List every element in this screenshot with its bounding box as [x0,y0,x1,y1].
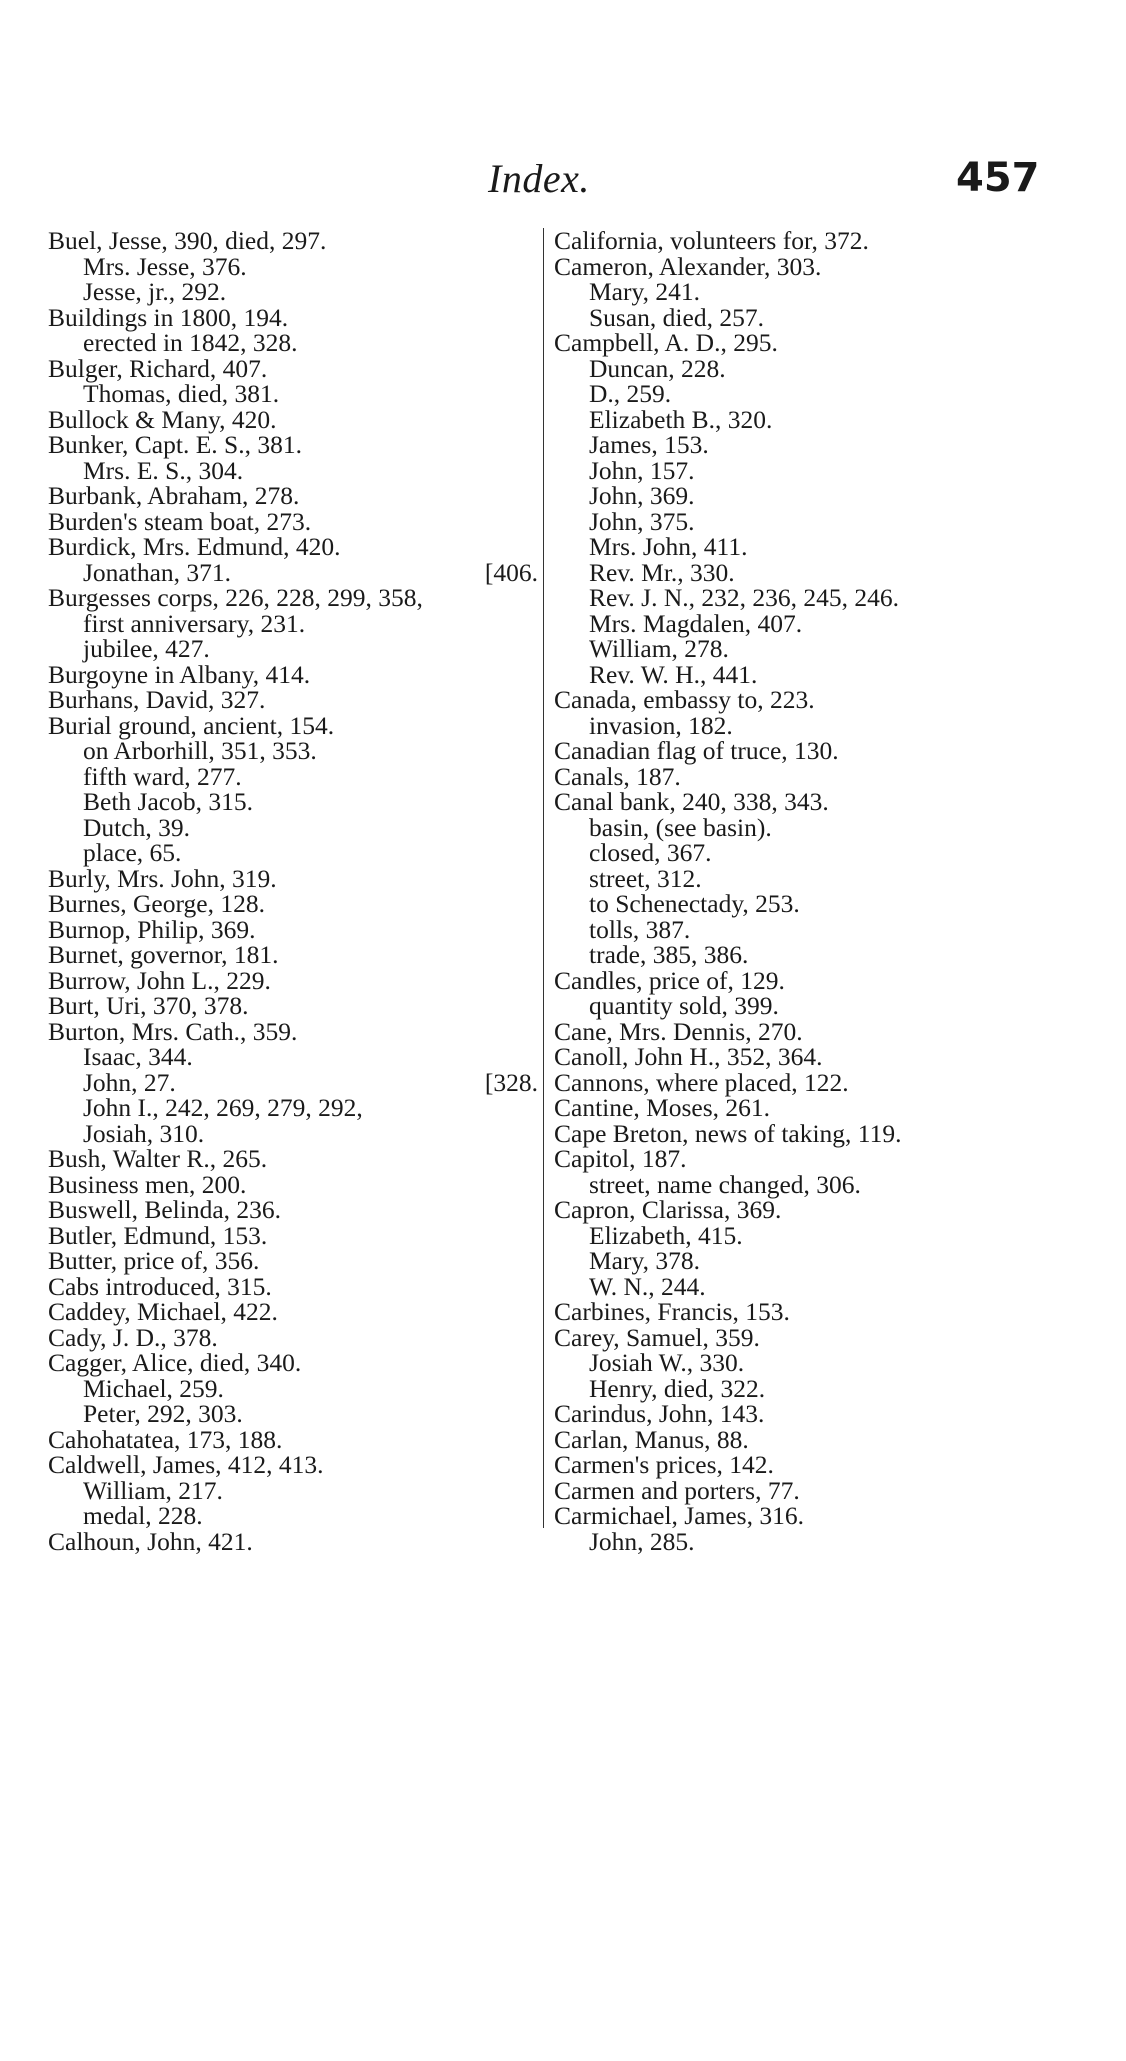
index-entry [554,738,1084,764]
index-entry-text: Burton, Mrs. Cath., 359. [48,1016,298,1046]
index-entry-text: Mrs. Magdalen, 407. [589,608,803,638]
index-entry-text: John, 27. [83,1067,176,1097]
index-entry-text: Burhans, David, 327. [48,685,266,714]
index-entry-text: John, 285. [589,1526,695,1556]
index-entry [48,455,538,485]
index-entry-text: Josiah, 310. [83,1118,205,1148]
index-entry [554,228,1084,254]
index-entry-text: Rev. Mr., 330. [589,557,735,587]
index-entry-text: closed, 367. [589,838,712,867]
index-entry [554,1373,1084,1403]
index-entry [48,965,538,995]
index-entry-text: William, 278. [589,634,729,663]
index-entry-text: Rev. W. H., 441. [589,659,758,689]
index-entry [48,1169,538,1199]
index-entry-text: street, 312. [589,863,702,893]
index-entry [554,483,1084,509]
index-entry-text: Cape Breton, news of taking, 119. [554,1118,902,1148]
index-entry-text: Carey, Samuel, 359. [554,1322,760,1352]
index-entry-text: Cane, Mrs. Dennis, 270. [554,1016,803,1046]
index-entry [48,1452,538,1478]
index-entry-text: Cannons, where placed, 122. [554,1067,849,1097]
index-entry [48,608,538,638]
index-entry [554,330,1084,356]
index-entry [554,789,1084,815]
index-entry [48,381,538,407]
index-entry [48,1197,538,1223]
index-entry [554,891,1084,917]
index-entry [48,302,538,332]
index-entry-text: Buel, Jesse, 390, died, 297. [48,226,327,255]
index-entry [554,608,1084,638]
index-entry-text: Burgoyne in Albany, 414. [48,659,311,689]
index-entry [48,353,538,383]
index-entry-text: Jesse, jr., 292. [83,277,227,306]
index-entry-text: Mary, 378. [589,1246,700,1275]
index-entry [48,1350,538,1376]
index-entry-text: Burnes, George, 128. [48,889,265,918]
index-entry [554,1016,1084,1046]
index-entry-text: John, 369. [589,481,695,510]
index-entry-text: Bulger, Richard, 407. [48,353,268,383]
index-entry-text: Bush, Walter R., 265. [48,1144,268,1173]
index-entry-text: Jonathan, 371. [83,557,232,587]
index-entry [554,812,1084,842]
index-entry-text: D., 259. [589,379,672,408]
index-entry [48,1220,538,1250]
index-entry-text: Cady, J. D., 378. [48,1322,218,1352]
index-entry [48,812,538,842]
index-entry [554,353,1084,383]
index-entry-text: Caddey, Michael, 422. [48,1297,278,1326]
index-entry [554,1350,1084,1376]
index-entry-text: Carbines, Francis, 153. [554,1297,790,1326]
index-entry [554,863,1084,893]
index-entry [48,863,538,893]
index-entry-text: Capron, Clarissa, 369. [554,1195,782,1224]
index-entry [48,279,538,305]
index-entry-text: Cahohatatea, 173, 188. [48,1424,283,1454]
index-entry [554,993,1084,1019]
index-entry-text: Cabs introduced, 315. [48,1271,272,1301]
index-entry [48,483,538,509]
index-entry [48,1248,538,1274]
index-entry-text: Burial ground, ancient, 154. [48,710,335,740]
index-entry [48,534,538,560]
index-entry-text: trade, 385, 386. [589,940,749,969]
index-entry [48,1424,538,1454]
index-entry [48,330,538,356]
index-entry [554,251,1084,281]
index-entry-text: to Schenectady, 253. [589,889,800,918]
index-entry [554,1044,1084,1070]
index-entry [554,942,1084,968]
index-entry [48,1373,538,1403]
index-entry [48,659,538,689]
index-entry-text: Mrs. John, 411. [589,532,748,561]
index-entry [554,1095,1084,1121]
index-entry [554,1067,1084,1097]
index-entry [554,585,1084,611]
index-entry [554,687,1084,713]
index-entry [554,1424,1084,1454]
index-entry [554,534,1084,560]
index-entry-text: invasion, 182. [589,710,733,740]
index-entry [554,506,1084,536]
index-entry [554,455,1084,485]
index-entry [554,279,1084,305]
index-entry-text: Duncan, 228. [589,353,726,383]
index-entry [48,228,538,254]
index-entry [554,636,1084,662]
index-entry-text: Burgesses corps, 226, 228, 299, 358, [48,583,423,612]
index-entry-text: Michael, 259. [83,1373,224,1403]
index-entry-text: Burbank, Abraham, 278. [48,481,300,510]
index-entry-text: Business men, 200. [48,1169,247,1199]
index-entry [554,381,1084,407]
index-entry-text: Campbell, A. D., 295. [554,328,778,357]
index-entry [554,432,1084,458]
index-entry-text: Canals, 187. [554,761,681,791]
index-entry-text: Cagger, Alice, died, 340. [48,1348,302,1377]
index-entry [48,506,538,536]
index-entry-text: Carindus, John, 143. [554,1399,765,1428]
index-entry-text: tolls, 387. [589,914,691,944]
index-entry [48,789,538,815]
index-entry-text: California, volunteers for, 372. [554,226,869,255]
index-entry-text: first anniversary, 231. [83,608,306,638]
index-entry [48,1299,538,1325]
index-entry [554,1452,1084,1478]
index-entry-text: Rev. J. N., 232, 236, 245, 246. [589,583,900,612]
index-entry-text: Henry, died, 322. [589,1373,766,1403]
index-entry-text: John, 157. [589,455,695,485]
index-entry [48,891,538,917]
index-entry [554,1503,1084,1529]
index-entry-text: fifth ward, 277. [83,761,242,791]
index-entry [554,302,1084,332]
index-entry-text: William, 217. [83,1475,223,1505]
index-entry [48,636,538,662]
index-entry-text: Burt, Uri, 370, 378. [48,991,249,1020]
index-entry [554,710,1084,740]
index-entry-text: Burnop, Philip, 369. [48,914,256,944]
index-entry-text: Cameron, Alexander, 303. [554,251,822,281]
index-entry [48,432,538,458]
page-title: Index. [488,156,590,201]
index-entry-text: Burdick, Mrs. Edmund, 420. [48,532,341,561]
index-entry-text: Candles, price of, 129. [554,965,785,995]
index-entry [554,965,1084,995]
index-entry-text: Cantine, Moses, 261. [554,1093,771,1122]
index-entry-text: Canadian flag of truce, 130. [554,736,839,765]
index-entry-text: Carmichael, James, 316. [554,1501,804,1530]
index-entry-text: John, 375. [589,506,695,536]
index-entry-text: Dutch, 39. [83,812,190,842]
index-entry-text: Burrow, John L., 229. [48,965,271,995]
index-entry [554,840,1084,866]
index-entry [48,761,538,791]
index-entry-text: Burden's steam boat, 273. [48,506,312,536]
index-entry [48,840,538,866]
index-entry [48,942,538,968]
index-entry [48,1146,538,1172]
index-entry-text: Capitol, 187. [554,1144,687,1173]
index-entry [48,585,538,611]
index-entry [48,914,538,944]
index-entry-text: Isaac, 344. [83,1042,193,1071]
index-entry-text: Mrs. Jesse, 376. [83,251,247,281]
index-entry-text: street, name changed, 306. [589,1169,861,1199]
index-entry [554,557,1084,587]
index-entry [554,914,1084,944]
index-entry-text: Bullock & Many, 420. [48,404,277,434]
index-entry-text: medal, 228. [83,1501,203,1530]
index-entry [48,251,538,281]
index-entry-text: Calhoun, John, 421. [48,1526,253,1556]
index-entry-text: Buswell, Belinda, 236. [48,1195,282,1224]
index-entry-text: Bunker, Capt. E. S., 381. [48,430,302,459]
index-entry-text: Carmen's prices, 142. [554,1450,774,1479]
index-entry [48,1526,538,1556]
index-entry [48,1118,538,1148]
index-entry [48,687,538,713]
index-entry [554,1169,1084,1199]
index-entry-text: erected in 1842, 328. [83,328,298,357]
index-entry-text: W. N., 244. [589,1271,706,1301]
index-entry [48,738,538,764]
index-entry [554,1475,1084,1505]
index-entry-text: James, 153. [589,430,709,459]
index-entry [554,1220,1084,1250]
index-entry [554,1299,1084,1325]
index-entry [48,1067,538,1097]
page-number: 457 [956,155,1040,201]
index-entry [48,710,538,740]
index-entry [48,1503,538,1529]
index-entry-text: Caldwell, James, 412, 413. [48,1450,324,1479]
index-entry [48,1475,538,1505]
index-entry [48,404,538,434]
index-entry-text: basin, (see basin). [589,812,772,842]
index-entry [554,404,1084,434]
index-entry-text: Canada, embassy to, 223. [554,685,815,714]
index-entry-text: Thomas, died, 381. [83,379,280,408]
index-entry-text: Buildings in 1800, 194. [48,302,289,332]
index-entry-text: Carmen and porters, 77. [554,1475,800,1505]
index-entry [554,761,1084,791]
index-entry [554,1118,1084,1148]
index-entry-text: quantity sold, 399. [589,991,779,1020]
index-entry [48,993,538,1019]
page-header [0,155,1126,215]
index-entry-text: Mary, 241. [589,277,700,306]
index-entry [554,1146,1084,1172]
index-entry [554,1401,1084,1427]
index-entry [48,1401,538,1427]
index-entry-text: John I., 242, 269, 279, 292, [83,1093,363,1122]
index-entry [554,1271,1084,1301]
index-entry [554,1526,1084,1556]
index-entry-text: on Arborhill, 351, 353. [83,736,317,765]
index-column-right [554,228,1084,1554]
index-entry [48,1322,538,1352]
index-entry-text: Butter, price of, 356. [48,1246,260,1275]
index-entry-text: Elizabeth, 415. [589,1220,743,1250]
index-entry-text: Canoll, John H., 352, 364. [554,1042,823,1071]
index-entry-text: jubilee, 427. [83,634,210,663]
column-divider [543,228,544,1528]
index-entry [554,1248,1084,1274]
index-entry [48,1271,538,1301]
index-entry-text: Beth Jacob, 315. [83,787,253,816]
index-entry-text: Susan, died, 257. [589,302,764,332]
index-entry-text: Carlan, Manus, 88. [554,1424,749,1454]
index-entry-text: Peter, 292, 303. [83,1399,243,1428]
index-entry-text: Butler, Edmund, 153. [48,1220,268,1250]
index-entry-text: Mrs. E. S., 304. [83,455,244,485]
index-entry [554,1322,1084,1352]
index-entry-text: Canal bank, 240, 338, 343. [554,787,829,816]
index-entry-text: place, 65. [83,838,182,867]
index-entry-text: Josiah W., 330. [589,1348,745,1377]
index-entry [48,1044,538,1070]
index-entry-text: Burnet, governor, 181. [48,940,279,969]
index-entry [554,1197,1084,1223]
index-entry [48,1095,538,1121]
index-entry [48,1016,538,1046]
index-entry [48,557,538,587]
index-entry-text: Burly, Mrs. John, 319. [48,863,277,893]
index-entry-text: Elizabeth B., 320. [589,404,773,434]
index-entry-continuation: [328. [484,1067,538,1097]
index-entry [554,659,1084,689]
index-column-left [48,228,538,1554]
index-entry-continuation: [406. [484,557,538,587]
